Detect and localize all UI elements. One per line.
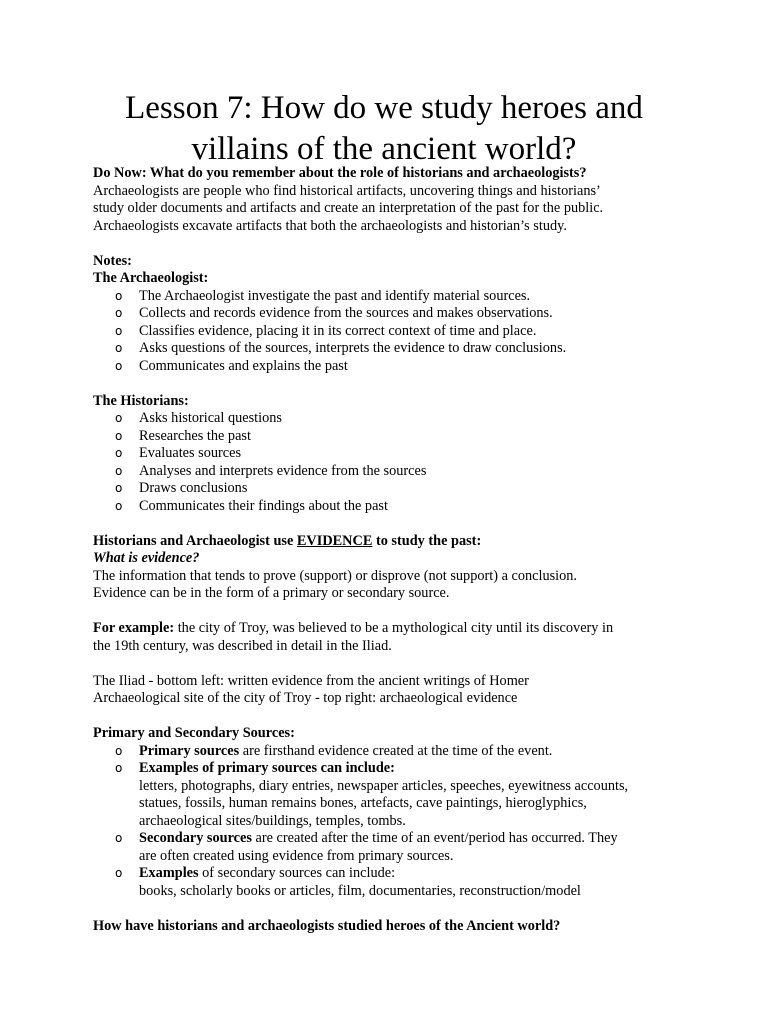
- bullet-icon: o: [115, 411, 123, 425]
- list-item: o Analyses and interprets evidence from the sources: [115, 462, 427, 479]
- example-paragraph-line-1: For example: the city of Troy, was believed to be a mythological city until its discovery in: [93, 620, 614, 636]
- evidence-question: What is evidence?: [93, 550, 200, 566]
- list-item: o Evaluates sources: [115, 445, 242, 461]
- do-now-answer-line-2: study older documents and artifacts and create an interpretation of the past for the public.: [93, 200, 604, 216]
- list-item: o Classifies evidence, placing it in its correct context of time and place.: [115, 322, 537, 339]
- document-body: [93, 165, 693, 935]
- evidence-heading: Historians and Archaeologist use EVIDENCE to study the past:: [93, 532, 482, 549]
- bullet-icon: o: [115, 341, 123, 355]
- list-item: o Asks questions of the sources, interprets the evidence to draw conclusions.: [115, 340, 567, 356]
- bullet-icon: o: [115, 761, 123, 775]
- sources-list: [93, 743, 693, 901]
- do-now-answer-line-3: Archaeologists excavate artifacts that both the archaeologists and historian’s study.: [93, 217, 567, 234]
- bullet-icon: o: [115, 446, 123, 460]
- lesson-title-line-1: Lesson 7: How do we study heroes and: [125, 90, 643, 126]
- archaeologist-heading: The Archaeologist:: [93, 270, 209, 286]
- iliad-caption-line-2: Archaeological site of the city of Troy - top right: archaeological evidence: [93, 690, 518, 706]
- list-item: o Communicates and explains the past: [115, 357, 348, 374]
- lesson-title: [0, 88, 768, 170]
- bullet-icon: o: [115, 831, 123, 845]
- historians-list: [93, 410, 693, 515]
- list-item: o Asks historical questions: [115, 410, 282, 426]
- evidence-definition-line-2: Evidence can be in the form of a primary or secondary source.: [93, 585, 450, 601]
- list-item: o Secondary sources are created after the time of an event/period has occurred. They are often created using evidence from primary sources.: [115, 830, 618, 864]
- bullet-icon: o: [115, 428, 123, 443]
- do-now-question: Do Now: What do you remember about the role of historians and archaeologists?: [93, 165, 587, 181]
- lesson-title-line-2: villains of the ancient world?: [191, 131, 577, 167]
- evidence-definition-line-1: The information that tends to prove (support) or disprove (not support) a conclusion.: [93, 567, 578, 584]
- archaeologist-list: [93, 288, 693, 376]
- bullet-icon: o: [115, 481, 123, 495]
- bullet-icon: o: [115, 463, 123, 478]
- example-paragraph-line-2: the 19th century, was described in detail in the Iliad.: [93, 637, 392, 654]
- historians-heading: The Historians:: [93, 392, 189, 409]
- list-item: o The Archaeologist investigate the past and identify material sources.: [115, 287, 531, 304]
- list-item: o Examples of secondary sources can include: books, scholarly books or articles, film, documentaries, reconstruction/model: [115, 865, 581, 899]
- evidence-keyword: EVIDENCE: [296, 532, 373, 549]
- iliad-caption-line-1: The Iliad - bottom left: written evidence from the ancient writings of Homer: [93, 672, 529, 689]
- sources-heading: Primary and Secondary Sources:: [93, 725, 295, 741]
- list-item: o Collects and records evidence from the sources and makes observations.: [115, 305, 553, 321]
- list-item: o Primary sources are firsthand evidence created at the time of the event.: [115, 742, 553, 759]
- final-question: How have historians and archaeologists studied heroes of the Ancient world?: [93, 917, 561, 934]
- notes-heading: Notes:: [93, 252, 132, 269]
- bullet-icon: o: [115, 498, 123, 513]
- bullet-icon: o: [115, 306, 123, 320]
- list-item: o Researches the past: [115, 427, 251, 444]
- bullet-icon: o: [115, 743, 123, 758]
- do-now-answer-line-1: Archaeologists are people who find historical artifacts, uncovering things and historians’: [93, 182, 601, 199]
- bullet-icon: o: [115, 358, 123, 373]
- list-item: o Examples of primary sources can include: letters, photographs, diary entries, newspaper articles, speeches, eyewitness accounts, statues, fossils, human remains bones, artefacts, cave paintings, hieroglyphics, archaeological sites/buildings, temples, tombs.: [115, 760, 629, 829]
- example-label: For example:: [93, 620, 175, 636]
- list-item: o Draws conclusions: [115, 480, 248, 496]
- list-item: o Communicates their findings about the past: [115, 497, 388, 514]
- bullet-icon: o: [115, 323, 123, 338]
- bullet-icon: o: [115, 866, 123, 880]
- bullet-icon: o: [115, 288, 123, 303]
